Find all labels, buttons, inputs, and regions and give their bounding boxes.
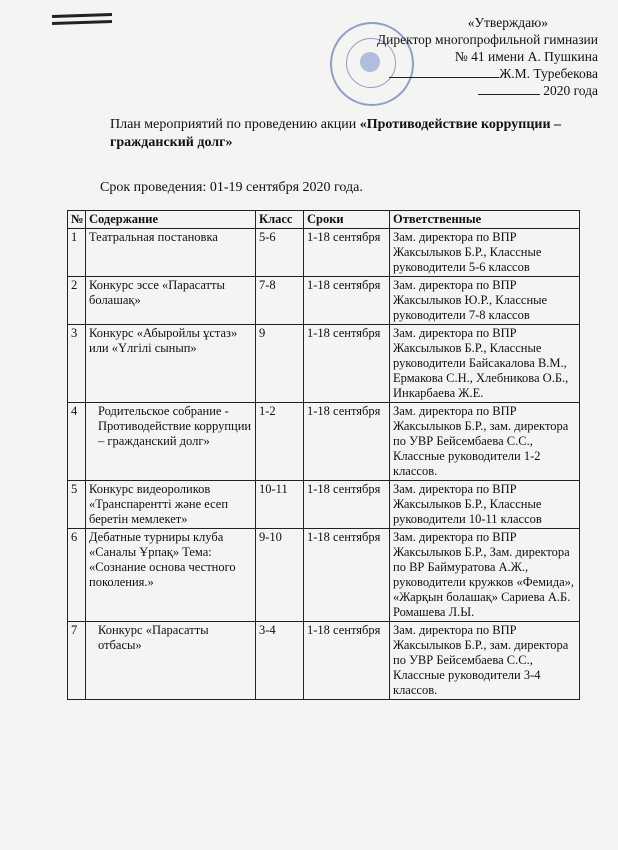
row-grade: 7-8 <box>256 277 304 325</box>
approval-date-line <box>328 82 598 99</box>
approval-year: 2020 года <box>543 83 598 98</box>
table-row <box>68 229 580 277</box>
row-dates: 1-18 сентября <box>304 403 390 481</box>
row-responsible: Зам. директора по ВПР Жаксылыков Б.Р., Зам. директора по ВР Баймуратова А.Ж., руководители кружков «Фемида», «Жарқын болашақ» Сариева А.Б. Ромашева Л.Ы. <box>390 529 580 622</box>
table-row <box>68 403 580 481</box>
row-responsible: Зам. директора по ВПР Жаксылыков Б.Р., зам. директора по УВР Бейсембаева С.С., Классные руководители 3-4 классов. <box>390 622 580 700</box>
row-content: Конкурс видеороликов «Транспарентті және есеп беретін мемлекет» <box>86 481 256 529</box>
row-dates: 1-18 сентября <box>304 622 390 700</box>
row-content: Дебатные турниры клуба «Саналы Ұрпақ» Тема: «Сознание основа честного поколения.» <box>86 529 256 622</box>
row-content: Конкурс «Парасатты отбасы» <box>86 622 256 700</box>
header-content: Содержание <box>86 211 256 229</box>
row-grade: 9 <box>256 325 304 403</box>
approval-director: Директор многопрофильной гимназии <box>376 32 598 47</box>
row-grade: 1-2 <box>256 403 304 481</box>
events-table <box>67 210 580 700</box>
row-number: 3 <box>68 325 86 403</box>
row-responsible: Зам. директора по ВПР Жаксылыков Б.Р., Классные руководители 5-6 классов <box>390 229 580 277</box>
row-number: 7 <box>68 622 86 700</box>
table-header-row <box>68 211 580 229</box>
scan-marks <box>52 14 112 28</box>
approval-heading: «Утверждаю» <box>467 15 548 30</box>
table-row <box>68 277 580 325</box>
plan-title-prefix: План мероприятий по проведению акции <box>110 117 360 132</box>
row-number: 5 <box>68 481 86 529</box>
row-number: 1 <box>68 229 86 277</box>
row-number: 4 <box>68 403 86 481</box>
row-content: Конкурс «Абыройлы ұстаз» или «Үлгілі сынып» <box>86 325 256 403</box>
row-content: Театральная постановка <box>86 229 256 277</box>
plan-period: Срок проведения: 01-19 сентября 2020 года. <box>100 180 363 195</box>
row-number: 2 <box>68 277 86 325</box>
row-grade: 3-4 <box>256 622 304 700</box>
row-grade: 10-11 <box>256 481 304 529</box>
row-grade: 5-6 <box>256 229 304 277</box>
plan-title <box>110 116 580 152</box>
row-responsible: Зам. директора по ВПР Жаксылыков Ю.Р., Классные руководители 7-8 классов <box>390 277 580 325</box>
header-grade: Класс <box>256 211 304 229</box>
row-content: Конкурс эссе «Парасатты болашақ» <box>86 277 256 325</box>
approval-block <box>328 14 598 99</box>
row-dates: 1-18 сентября <box>304 229 390 277</box>
row-dates: 1-18 сентября <box>304 325 390 403</box>
approval-signature-line <box>328 65 598 82</box>
row-number: 6 <box>68 529 86 622</box>
row-dates: 1-18 сентября <box>304 277 390 325</box>
approval-signer: Ж.М. Туребекова <box>499 66 598 81</box>
header-number: № <box>68 211 86 229</box>
approval-school: № 41 имени А. Пушкина <box>454 49 598 64</box>
row-responsible: Зам. директора по ВПР Жаксылыков Б.Р., Классные руководители 10-11 классов <box>390 481 580 529</box>
plan-title-bold: «Противодействие коррупции – гражданский долг» <box>110 117 562 150</box>
table-row <box>68 481 580 529</box>
row-dates: 1-18 сентября <box>304 481 390 529</box>
table-row <box>68 622 580 700</box>
row-responsible: Зам. директора по ВПР Жаксылыков Б.Р., Классные руководители Байсакалова В.М., Ермакова С.Н., Хлебникова О.Б., Инкарбаева Ж.Е. <box>390 325 580 403</box>
table-row <box>68 325 580 403</box>
table-row <box>68 529 580 622</box>
row-content: Родительское собрание - Противодействие коррупции – гражданский долг» <box>86 403 256 481</box>
row-grade: 9-10 <box>256 529 304 622</box>
row-responsible: Зам. директора по ВПР Жаксылыков Б.Р., зам. директора по УВР Бейсембаева С.С., Классные руководители 1-2 классов. <box>390 403 580 481</box>
header-dates: Сроки <box>304 211 390 229</box>
header-responsible: Ответственные <box>390 211 580 229</box>
row-dates: 1-18 сентября <box>304 529 390 622</box>
